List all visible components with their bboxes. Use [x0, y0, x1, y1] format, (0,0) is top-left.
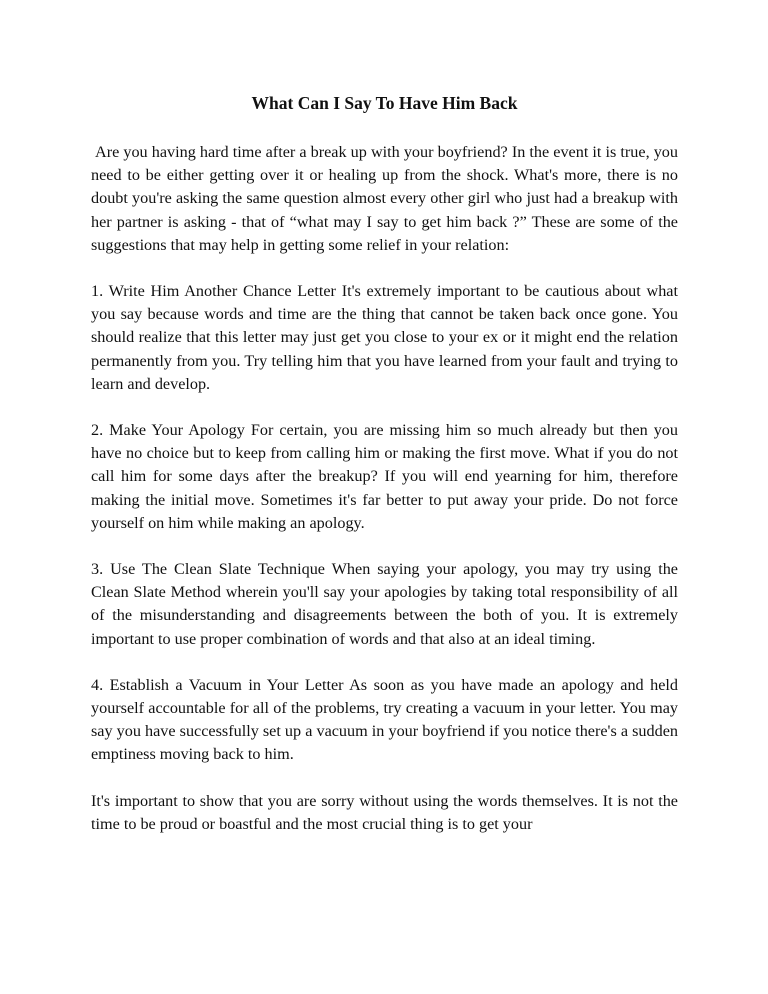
paragraph-clean-slate: 3. Use The Clean Slate Technique When saying your apology, you may try using the Clean Slate Method wherein you'll say your apologies by taking total responsibility of all of the misunderstanding and disagreements between the both of you. It is extremely important to use proper combination of words and that also at an ideal timing. [91, 560, 678, 648]
paragraph-make-apology: 2. Make Your Apology For certain, you are missing him so much already but then you have no choice but to keep from calling him or making the first move. What if you do not call him for some days after the breakup? If you will end yearning for him, therefore making the initial move. Sometimes it's far better to put away your pride. Do not force yourself on him while making an apology. [91, 421, 678, 532]
document-title: What Can I Say To Have Him Back [251, 93, 518, 113]
paragraph-write-letter: 1. Write Him Another Chance Letter It's extremely important to be cautious about what you say because words and time are the thing that cannot be taken back once gone. You should realize that this letter may just get you close to your ex or it might end the relation permanently from you. Try telling him that you have learned from your fault and trying to learn and develop. [91, 282, 678, 393]
document-page [91, 0, 678, 994]
intro-paragraph: Are you having hard time after a break up with your boyfriend? In the event it is true, you need to be either getting over it or healing up from the shock. What's more, there is no doubt you're asking the same question almost every other girl who just had a breakup with her partner is asking - that of “what may I say to get him back ?” These are some of the suggestions that may help in getting some relief in your relation: [91, 143, 678, 254]
document-body [91, 141, 678, 859]
paragraph-show-sorry: It's important to show that you are sorry without using the words themselves. It is not the time to be proud or boastful and the most crucial thing is to get your [91, 791, 678, 833]
paragraph-vacuum: 4. Establish a Vacuum in Your Letter As soon as you have made an apology and held yourself accountable for all of the problems, try creating a vacuum in your letter. You may say you have successfully set up a vacuum in your boyfriend if you notice there's a sudden emptiness moving back to him. [91, 675, 678, 764]
